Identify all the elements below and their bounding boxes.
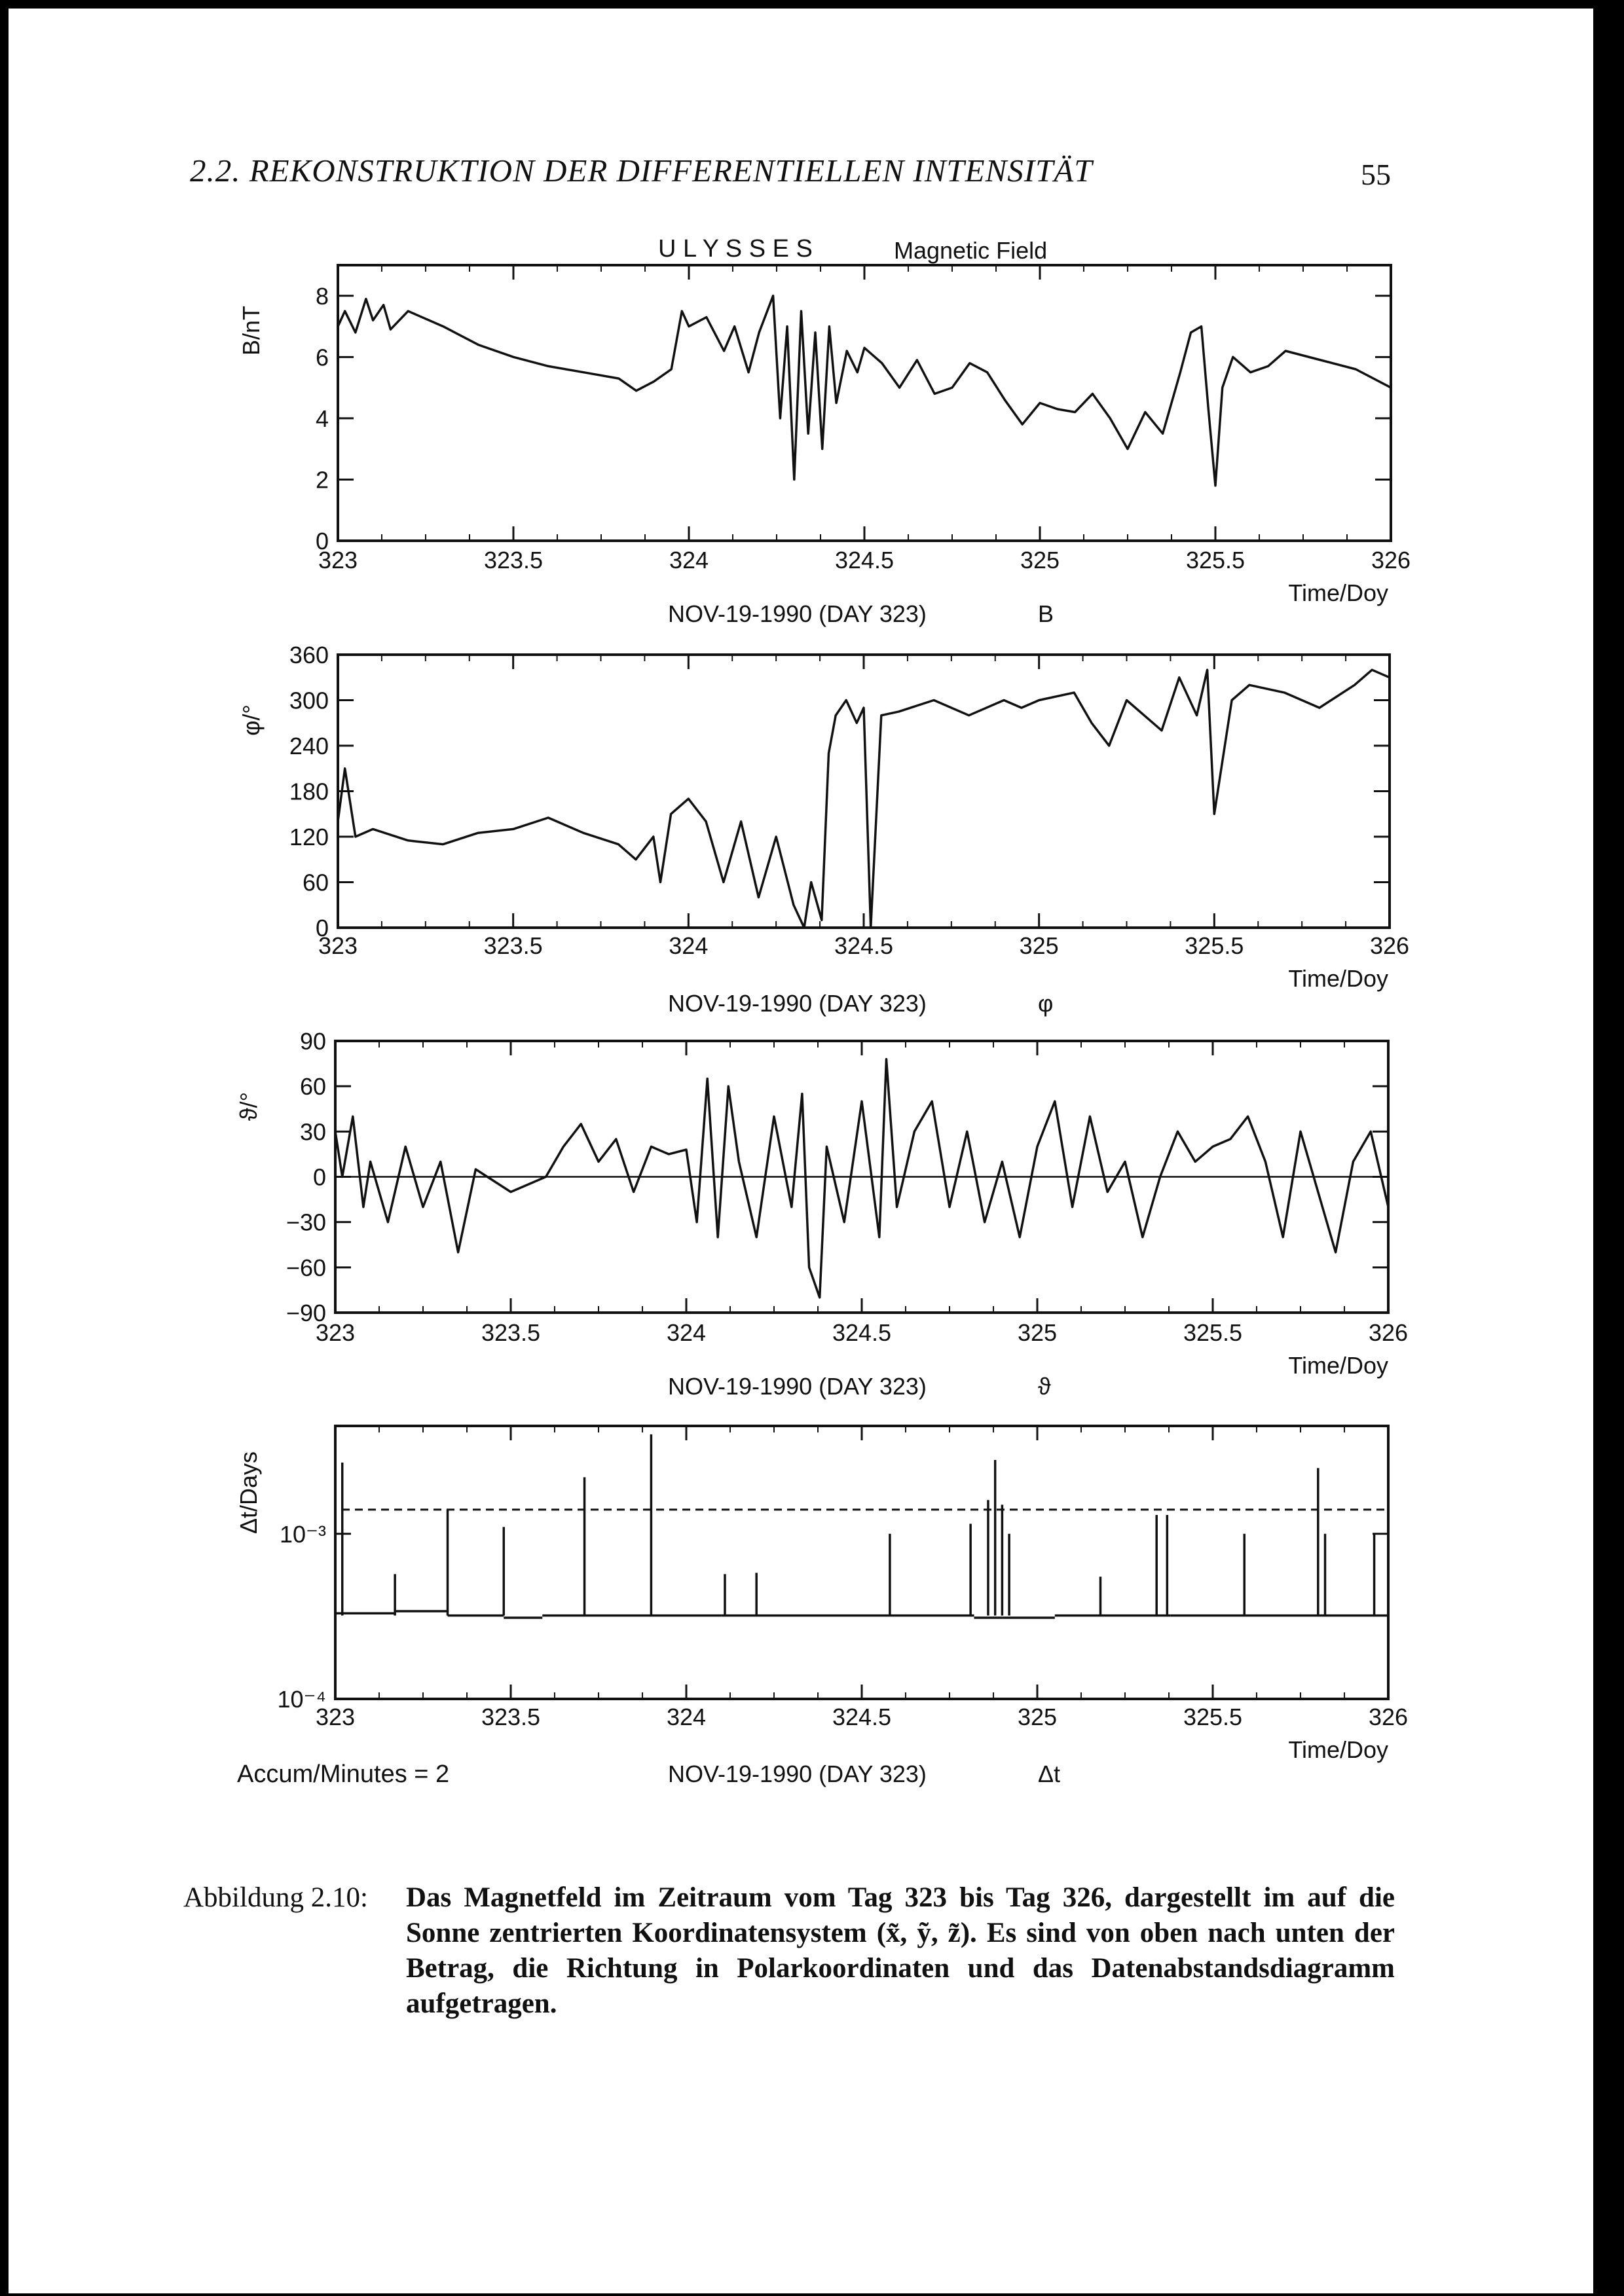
panel-B-ytick-label: 2 — [315, 466, 329, 494]
panel-B-xtick-label: 323 — [318, 547, 358, 574]
panel-dt-ytick-label: 10⁻³ — [279, 1520, 326, 1548]
accum-label: Accum/Minutes = 2 — [237, 1760, 450, 1788]
panel-theta-ytick-label: 90 — [299, 1028, 326, 1055]
panel-dt-footer-symbol: Δt — [1038, 1760, 1061, 1787]
panel-theta-ytick-label: 60 — [299, 1073, 326, 1101]
panel-phi-ylabel: φ/° — [238, 704, 265, 736]
panel-dt-frame — [335, 1426, 1388, 1699]
panel-phi-xtick-label: 324.5 — [834, 932, 894, 959]
panel-theta-xtick-label: 324 — [666, 1319, 707, 1346]
figure-title: U L Y S S E S — [658, 235, 813, 263]
panel-dt-ylabel: Δt/Days — [235, 1451, 262, 1535]
panel-B-xtick-label: 325.5 — [1185, 547, 1246, 574]
panel-phi-ytick-label: 360 — [289, 642, 329, 668]
panel-dt-xtick-label: 323.5 — [481, 1704, 541, 1730]
panel-phi-ytick-label: 240 — [289, 733, 329, 759]
panel-B-xtick-label: 324.5 — [834, 547, 895, 574]
panel-phi-footer: NOV-19-1990 (DAY 323) — [668, 990, 927, 1017]
panel-theta-xtick-label: 323 — [315, 1319, 356, 1346]
panel-theta-footer-symbol: ϑ — [1038, 1373, 1051, 1400]
panel-theta-xtick-label: 326 — [1368, 1319, 1409, 1346]
panel-dt-xtick-label: 325 — [1017, 1704, 1058, 1730]
panel-theta-xtick-label: 325.5 — [1183, 1319, 1243, 1346]
panel-theta-ytick-label: 30 — [299, 1118, 326, 1146]
caption-label: Abbildung 2.10: — [183, 1882, 368, 1913]
panel-B-ytick-label: 6 — [315, 344, 329, 371]
panel-dt-xtick-label: 323 — [315, 1704, 356, 1730]
panel-dt-xtick-label: 324.5 — [832, 1704, 892, 1730]
panel-theta-ytick-label: 0 — [312, 1163, 326, 1191]
panel-phi-ytick-label: 0 — [315, 915, 329, 941]
panel-theta-xtick-label: 325 — [1017, 1319, 1058, 1346]
running-header: 2.2. REKONSTRUKTION DER DIFFERENTIELLEN INTENSITÄT — [190, 153, 1093, 189]
panel-theta-xlabel: Time/Doy — [1288, 1352, 1388, 1379]
panel-theta-ylabel: ϑ/° — [235, 1091, 262, 1121]
panel-B-footer-symbol: B — [1038, 600, 1054, 627]
panel-theta-series-line — [335, 1059, 1388, 1298]
panel-theta-ytick-label: −90 — [286, 1300, 326, 1326]
panel-theta-xtick-label: 324.5 — [832, 1319, 892, 1346]
panel-B-ytick-label: 0 — [315, 528, 329, 555]
panel-B-frame — [338, 265, 1391, 541]
panel-dt-xtick-label: 324 — [666, 1704, 707, 1730]
figure-subtitle: Magnetic Field — [894, 237, 1048, 264]
panel-theta-xtick-label: 323.5 — [481, 1319, 541, 1346]
panel-dt-xtick-label: 326 — [1368, 1704, 1409, 1730]
panel-B-xtick-label: 325 — [1020, 547, 1060, 574]
panel-phi-ytick-label: 300 — [289, 687, 329, 714]
panel-phi-xtick-label: 324 — [669, 932, 709, 959]
panel-dt-xlabel: Time/Doy — [1288, 1736, 1388, 1763]
panel-B-ytick-label: 8 — [315, 282, 329, 310]
panel-dt-ytick-label: 10⁻⁴ — [277, 1686, 326, 1713]
panel-B-footer: NOV-19-1990 (DAY 323) — [668, 600, 927, 627]
panel-theta-footer: NOV-19-1990 (DAY 323) — [668, 1373, 927, 1400]
panel-phi-xtick-label: 325.5 — [1185, 932, 1244, 959]
panel-phi-series-line — [338, 670, 1390, 928]
panel-theta-ytick-label: −30 — [286, 1209, 326, 1236]
panel-phi-ytick-label: 180 — [289, 778, 329, 805]
panel-phi-xtick-label: 325 — [1019, 932, 1059, 959]
panel-phi-ytick-label: 60 — [302, 869, 329, 896]
panel-B-xlabel: Time/Doy — [1288, 579, 1388, 606]
panel-phi-xtick-label: 326 — [1369, 932, 1410, 959]
panel-phi-xlabel: Time/Doy — [1288, 965, 1388, 992]
panel-phi-frame — [338, 655, 1390, 928]
panel-B-ytick-label: 4 — [315, 405, 329, 432]
panel-phi-xtick-label: 323.5 — [483, 932, 543, 959]
panel-B-xtick-label: 323.5 — [483, 547, 544, 574]
caption-text: Das Magnetfeld im Zeitraum vom Tag 323 bis Tag 326, dargestellt im auf die Sonne zentrierten Koordinatensystem (x̃, ỹ, z̃). Es sind von oben nach unten der Betrag, die Richtung in Polarkoordinaten und das Datenabstandsdiagramm aufgetragen. — [406, 1882, 1395, 2019]
panel-phi-xtick-label: 323 — [318, 932, 358, 959]
panel-B-series-line — [338, 296, 1391, 486]
panel-B-xtick-label: 324 — [669, 547, 709, 574]
panel-B-ylabel: B/nT — [238, 305, 265, 356]
panel-theta-ytick-label: −60 — [286, 1254, 326, 1281]
panel-B-xtick-label: 326 — [1371, 547, 1411, 574]
panel-phi-ytick-label: 120 — [289, 824, 329, 850]
page-number: 55 — [1361, 158, 1391, 191]
panel-phi-footer-symbol: φ — [1038, 990, 1054, 1017]
panel-dt-footer: NOV-19-1990 (DAY 323) — [668, 1760, 927, 1787]
panel-dt-xtick-label: 325.5 — [1183, 1704, 1243, 1730]
